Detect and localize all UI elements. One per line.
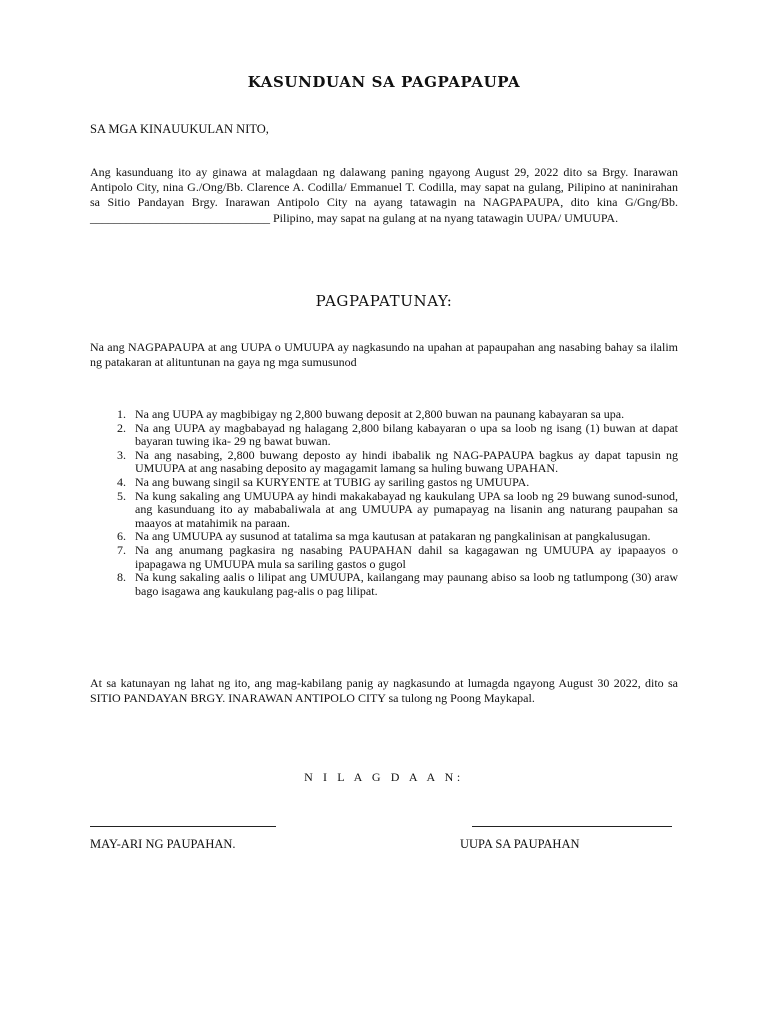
list-item — [90, 449, 678, 476]
list-item-text: Na ang buwang singil sa KURYENTE at TUBIG ay sariling gastos ng UMUUPA. — [135, 474, 530, 489]
list-item-number: 8. — [117, 570, 126, 585]
list-item — [90, 476, 678, 490]
list-item-text: Na ang UUPA ay magbabayad ng halagang 2,800 bilang kabayaran o upa sa loob ng isang (1) buwan at dapat bayaran tuwing ika- 29 ng bawat buwan. — [135, 420, 678, 449]
list-item — [90, 408, 678, 422]
tenant-signature-line — [472, 826, 672, 827]
list-item-text: Na kung sakaling ang UMUUPA ay hindi makakabayad ng kaukulang UPA sa loob ng 29 buwang sunod-sunod, ang kasunduang ito ay mababaliwala at ang UMUUPA ay pumapayag na lisanin ang naturang paupahan sa maayos at matahimik na paraan. — [135, 488, 678, 530]
signed-label: N I L A G D A A N: — [304, 770, 464, 784]
list-item-text: Na ang UMUUPA ay susunod at tatalima sa mga kautusan at patakaran ng pangkalinisan at pangkalusugan. — [135, 529, 651, 544]
list-item — [90, 490, 678, 531]
intro-paragraph: Ang kasunduang ito ay ginawa at malagdaan ng dalawang paning ngayong August 29, 2022 dito sa Brgy. Inarawan Antipolo City, nina G./Ong/Bb. Clarence A. Codilla/ Emmanuel T. Codilla, may sapat na gulang, Pilipino at naninirahan sa Sitio Pandayan Brgy. Inarawan Antipolo City na ayang tatawagin na NAGPAPAUPA, dito kina G/Gng/Bb. ______________________________ Pilipino, may sapat na gulang at na nyang tatawagin UUPA/ UMUUPA. — [90, 165, 678, 225]
list-item-number: 1. — [117, 407, 126, 421]
list-item-number: 4. — [117, 474, 126, 489]
owner-signature-label: MAY-ARI NG PAUPAHAN. — [90, 837, 236, 851]
list-item — [90, 571, 678, 598]
list-item — [90, 530, 678, 544]
list-item-number: 7. — [117, 542, 126, 557]
list-item-number: 5. — [117, 488, 126, 503]
terms-list — [90, 408, 678, 598]
section-heading: PAGPAPATUNAY: — [315, 292, 453, 310]
list-item-number: 2. — [117, 420, 126, 435]
owner-signature-line — [90, 826, 276, 827]
list-item-text: Na ang UUPA ay magbibigay ng 2,800 buwang deposit at 2,800 buwan na paunang kabayaran sa upa. — [135, 407, 625, 421]
list-item — [90, 422, 678, 449]
list-item-number: 6. — [117, 529, 126, 544]
list-item-number: 3. — [117, 447, 126, 462]
document-title: KASUNDUAN SA PAGPAPAUPA — [247, 73, 521, 91]
salutation: SA MGA KINAUUKULAN NITO, — [90, 122, 269, 136]
closing-paragraph: At sa katunayan ng lahat ng ito, ang mag-kabilang panig ay nagkasundo at lumagda ngayong August 30 2022, dito sa SITIO PANDAYAN BRGY. INARAWAN ANTIPOLO CITY sa tulong ng Poong Maykapal. — [90, 676, 678, 706]
list-item-text: Na ang anumang pagkasira ng nasabing PAUPAHAN dahil sa kagagawan ng UMUUPA ay ipapaayos o ipapagawa ng UMUUPA mula sa sariling gastos o gugol — [135, 542, 678, 571]
agreement-paragraph: Na ang NAGPAPAUPA at ang UUPA o UMUUPA ay nagkasundo na upahan at papaupahan ang nasabing bahay sa ilalim ng patakaran at alituntunan na gaya ng mga sumusunod — [90, 340, 678, 370]
list-item — [90, 544, 678, 571]
list-item-text: Na kung sakaling aalis o lilipat ang UMUUPA, kailangang may paunang abiso sa loob ng tatlumpong (30) araw bago isagawa ang kaukulang pag-alis o pag lilipat. — [135, 570, 678, 598]
list-item-text: Na ang nasabing, 2,800 buwang deposto ay hindi ibabalik ng NAG-PAPAUPA bagkus ay dapat tapusin ng UMUUPA at ang nasabing deposito ay magagamit lamang sa huling buwang UPAHAN. — [135, 447, 678, 476]
tenant-signature-label: UUPA SA PAUPAHAN — [460, 837, 580, 851]
